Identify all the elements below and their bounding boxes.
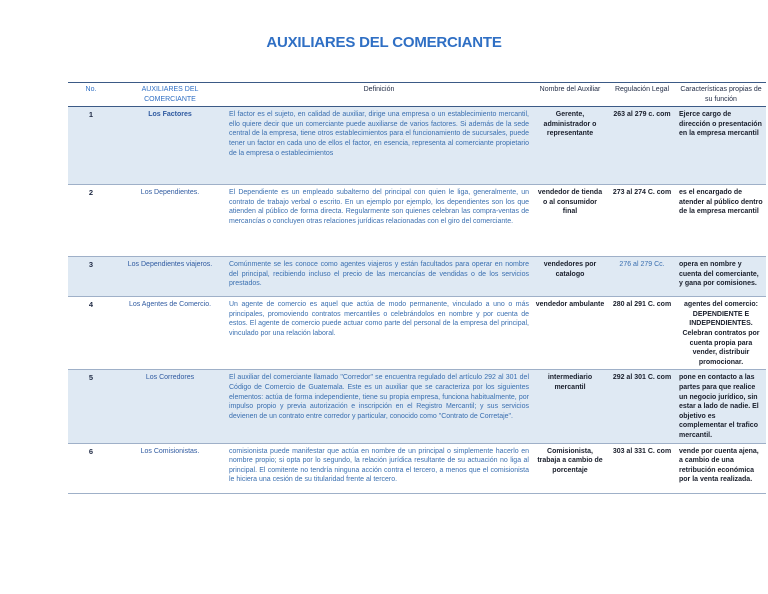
auxiliar-name: Los Comisionistas. <box>114 443 226 493</box>
header-caracteristicas: Características propias de su función <box>676 83 766 107</box>
legal-regulation: 263 al 279 c. com <box>608 107 676 185</box>
function-characteristics: Ejerce cargo de dirección o presentación en la empresa mercantil <box>676 107 766 185</box>
legal-regulation: 292 al 301 C. com <box>608 370 676 443</box>
table-row <box>68 443 766 493</box>
table-row <box>68 257 766 297</box>
header-no: No. <box>68 83 114 107</box>
function-characteristics: vende por cuenta ajena, a cambio de una retribución económica por la venta realizada. <box>676 443 766 493</box>
definition-text: El factor es el sujeto, en calidad de auxiliar, dirige una empresa o un establecimiento mercantil, ello quiere decir que un comerciante puede auxiliarse de varios factores. Si además de la sede central de la empresa, tiene otros establecimientos para el funcionamiento de sucursales, puede tener un factor en cada uno de ellos el factor, en esencia, representa al comerciante propietario de la empresa o establecimientos <box>226 107 532 185</box>
table-row <box>68 370 766 443</box>
definition-text: El Dependiente es un empleado subalterno del principal con quien le liga, generalmente, un contrato de trabajo verbal o escrito. En un ejemplo por ejemplo, los dependientes son los que atienden al público de forma directa. Regularmente son quienes celebran las compra-ventas de mercancías o concluyen otras relaciones jurídicas relacionadas con el giro del comerciante. <box>226 185 532 257</box>
auxiliar-name: Los Dependientes viajeros. <box>114 257 226 297</box>
function-characteristics: es el encargado de atender al público dentro de la empresa mercantil <box>676 185 766 257</box>
table-row <box>68 185 766 257</box>
auxiliar-role: intermediario mercantil <box>532 370 608 443</box>
definition-text: Un agente de comercio es aquel que actúa de modo permanente, vinculado a uno o más principales, promoviendo contratos mercantiles o celebrándolos en nombre y por cuenta de estos. El agente de comercio puede actuar como parte del personal de la empresa del principal, vinculado por una relación laboral. <box>226 297 532 370</box>
function-characteristics: pone en contacto a las partes para que realice un negocio jurídico, sin estar a lado de nadie. El objetivo es complementar el trafico mercantil. <box>676 370 766 443</box>
auxiliar-role: vendedor ambulante <box>532 297 608 370</box>
definition-text: Comúnmente se les conoce como agentes viajeros y están facultados para operar en nombre del principal, recibiendo incluso el precio de las mercancías de vendidas o de los servicios prestados. <box>226 257 532 297</box>
auxiliar-role: vendedores por catalogo <box>532 257 608 297</box>
legal-regulation: 303 al 331 C. com <box>608 443 676 493</box>
auxiliar-role: vendedor de tienda o al consumidor final <box>532 185 608 257</box>
definition-text: El auxiliar del comerciante llamado "Corredor" se encuentra regulado del artículo 292 al 301 del Código de Comercio de Guatemala. Este es un auxiliar que se caracteriza por los siguientes elementos: actúa de forma independiente, tiene su propia empresa, funciona habitualmente, por impulso propio y previa autorización e inscripción en el Registro Mercantil; y sus servicios devienen de un contrato entre corredor y particular, conocido como "Contrato de Corretaje". <box>226 370 532 443</box>
row-number: 4 <box>68 297 114 370</box>
function-characteristics: opera en nombre y cuenta del comerciante, y gana por comisiones. <box>676 257 766 297</box>
table-row <box>68 297 766 370</box>
legal-regulation: 280 al 291 C. com <box>608 297 676 370</box>
page-title: AUXILIARES DEL COMERCIANTE <box>266 34 502 51</box>
definition-text: comisionista puede manifestar que actúa en nombre de un principal o simplemente hacerlo en nombre propio; si opta por lo segundo, la relación jurídica resultante de su actuación no liga al principal. El comitente no tendría ninguna acción contra el tercero, a menos que el comisionista le hiciera una cesión de su titularidad frente al tercero. <box>226 443 532 493</box>
auxiliar-name: Los Dependientes. <box>114 185 226 257</box>
table-header-row <box>68 83 766 107</box>
auxiliar-name: Los Factores <box>114 107 226 185</box>
row-number: 1 <box>68 107 114 185</box>
row-number: 6 <box>68 443 114 493</box>
header-auxiliares: AUXILIARES DEL COMERCIANTE <box>114 83 226 107</box>
auxiliar-role: Gerente, administrador o representante <box>532 107 608 185</box>
header-regulacion-legal: Regulación Legal <box>608 83 676 107</box>
auxiliar-name: Los Corredores <box>114 370 226 443</box>
row-number: 5 <box>68 370 114 443</box>
function-characteristics: agentes del comercio: DEPENDIENTE E INDEPENDIENTES. Celebran contratos por cuenta propia para vender, distribuir promocionar. <box>676 297 766 370</box>
header-definicion: Definición <box>226 83 532 107</box>
auxiliares-table <box>68 82 766 494</box>
header-nombre-auxiliar: Nombre del Auxiliar <box>532 83 608 107</box>
legal-regulation: 273 al 274 C. com <box>608 185 676 257</box>
table-row <box>68 107 766 185</box>
auxiliar-name: Los Agentes de Comercio. <box>114 297 226 370</box>
legal-regulation: 276 al 279 Cc. <box>608 257 676 297</box>
row-number: 3 <box>68 257 114 297</box>
auxiliar-role: Comisionista, trabaja a cambio de porcentaje <box>532 443 608 493</box>
row-number: 2 <box>68 185 114 257</box>
